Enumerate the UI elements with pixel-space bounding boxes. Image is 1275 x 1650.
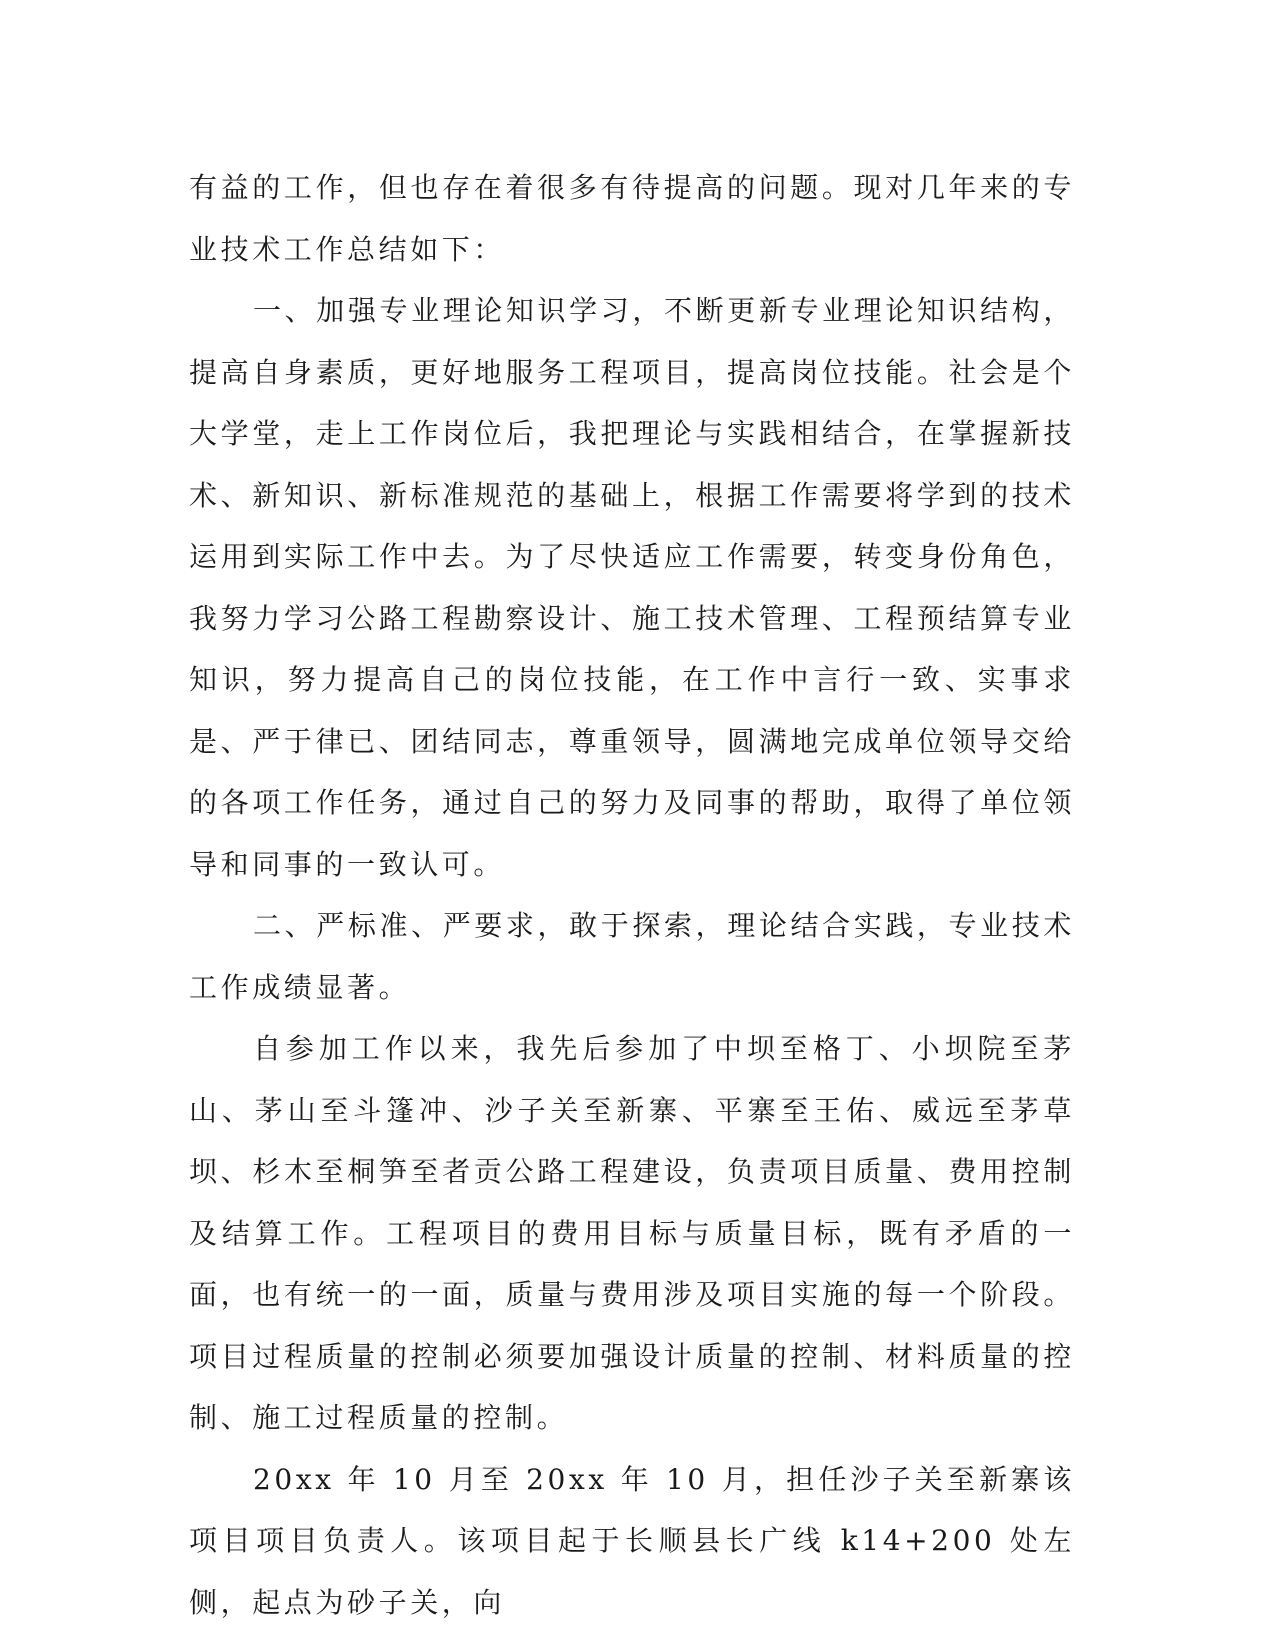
paragraph-section-one: 一、加强专业理论知识学习，不断更新专业理论知识结构，提高自身素质，更好地服务工程项目，提高岗位技能。社会是个大学堂，走上工作岗位后，我把理论与实践相结合，在掌握新技术、新知识、新标准规范的基础上，根据工作需要将学到的技术运用到实际工作中去。为了尽快适应工作需要，转变身份角色，我努力学习公路工程勘察设计、施工技术管理、工程预结算专业知识，努力提高自己的岗位技能，在工作中言行一致、实事求是、严于律已、团结同志，尊重领导，圆满地完成单位领导交给的各项工作任务，通过自己的努力及同事的帮助，取得了单位领导和同事的一致认可。	[189, 294, 1075, 881]
paragraph-project-lead: 20xx 年 10 月至 20xx 年 10 月，担任沙子关至新寨该项目项目负责人。该项目起于长顺县长广线 k14+200 处左侧，起点为砂子关，向	[189, 1462, 1075, 1619]
paragraph-section-two: 二、严标准、严要求，敢于探索，理论结合实践，专业技术工作成绩显著。	[189, 909, 1075, 1004]
paragraph-projects: 自参加工作以来，我先后参加了中坝至格丁、小坝院至茅山、茅山至斗篷冲、沙子关至新寨、平寨至王佑、威远至茅草坝、杉木至桐笋至者贡公路工程建设，负责项目质量、费用控制及结算工作。工程项目的费用目标与质量目标，既有矛盾的一面，也有统一的一面，质量与费用涉及项目实施的每一个阶段。项目过程质量的控制必须要加强设计质量的控制、材料质量的控制、施工过程质量的控制。	[189, 1032, 1075, 1434]
paragraph-intro-tail: 有益的工作，但也存在着很多有待提高的问题。现对几年来的专业技术工作总结如下：	[189, 171, 1075, 266]
document-body	[189, 157, 1075, 1633]
